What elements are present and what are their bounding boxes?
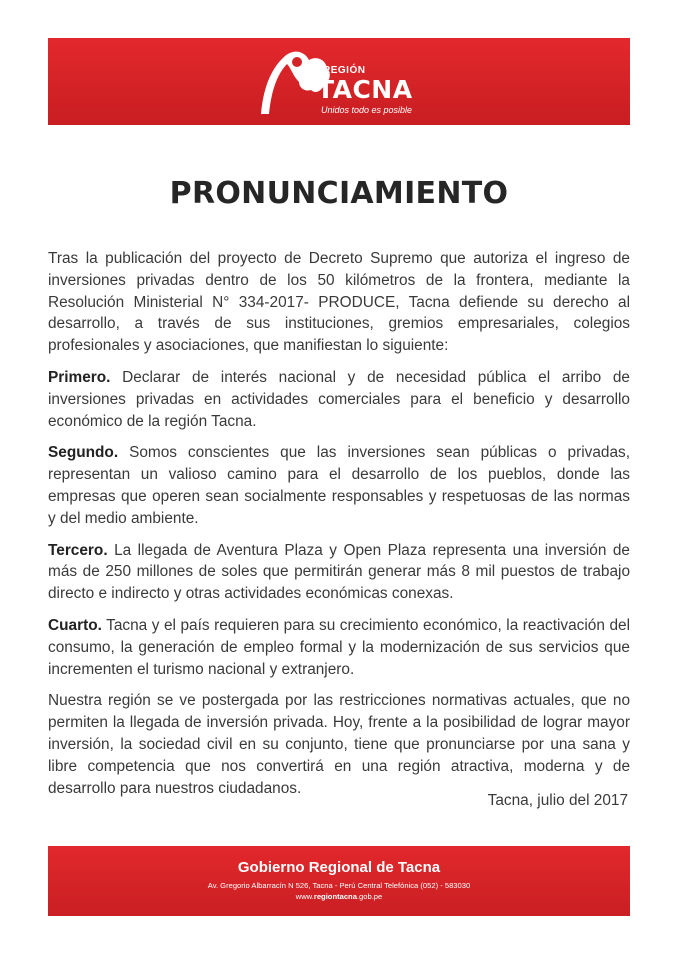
point-text: Declarar de interés nacional y de necesidad pública el arribo de inversiones privadas en actividades comerciales para el beneficio y desarrollo económico de la región Tacna. xyxy=(48,368,630,430)
page-title: PRONUNCIAMIENTO xyxy=(169,176,509,211)
point-text: La llegada de Aventura Plaza y Open Plaza representa una inversión de más de 250 millones de soles que permitirán generar más 8 mil puestos de trabajo directo e indirecto y otras actividades económicas conexas. xyxy=(48,541,630,603)
footer-address: Av. Gregorio Albarracín N 526, Tacna - Perú Central Telefónica (052) - 583030 xyxy=(207,881,471,890)
place-date-signature: Tacna, julio del 2017 xyxy=(487,792,628,809)
region-tacna-logo xyxy=(239,42,439,122)
point-paragraph xyxy=(48,367,630,432)
footer-organization: Gobierno Regional de Tacna xyxy=(237,859,441,876)
logo-slogan: Unidos todo es posible xyxy=(321,104,413,115)
point-paragraph xyxy=(48,442,630,529)
point-label: Primero. xyxy=(48,368,111,386)
logo-region-text: REGIÓN xyxy=(323,64,366,76)
web-prefix: www. xyxy=(295,892,314,901)
web-domain: regiontacna xyxy=(313,892,357,901)
web-suffix: .gob.pe xyxy=(356,892,383,901)
point-text: Somos conscientes que las inversiones sean públicas o privadas, representan un valioso camino para el desarrollo de los pueblos, donde las empresas que operen sean socialmente responsables y respetuosas de las normas y del medio ambiente. xyxy=(48,444,630,527)
intro-paragraph: Tras la publicación del proyecto de Decreto Supremo que autoriza el ingreso de inversiones privadas dentro de los 50 kilómetros de la frontera, mediante la Resolución Ministerial N° 334-2017- PRODUCE, Tacna defiende su derecho al desarrollo, a través de sus instituciones, gremios empresariales, colegios profesionales y asociaciones, que manifiestan lo siguiente: xyxy=(48,250,630,355)
point-label: Tercero. xyxy=(48,541,108,559)
point-label: Cuarto. xyxy=(48,616,102,634)
footer-website xyxy=(48,892,630,901)
header-banner xyxy=(48,38,630,125)
closing-paragraph: Nuestra región se ve postergada por las restricciones normativas actuales, que no permiten la llegada de inversión privada. Hoy, frente a la posibilidad de lograr mayor inversión, la sociedad civil en su conjunto, tiene que pronunciarse por una sana y libre competencia que nos convertirá en una región atractiva, moderna y de desarrollo para nuestros ciudadanos. xyxy=(48,692,630,797)
point-paragraph xyxy=(48,615,630,680)
point-paragraph xyxy=(48,540,630,605)
footer-banner xyxy=(48,846,630,916)
point-label: Segundo. xyxy=(48,444,119,462)
point-text: Tacna y el país requieren para su crecimiento económico, la reactivación del consumo, la generación de empleo formal y la modernización de sus servicios que incrementen el turismo nacional y extranjero. xyxy=(48,616,630,678)
document-body xyxy=(48,248,630,809)
logo-tacna-text: TACNA xyxy=(317,74,413,104)
